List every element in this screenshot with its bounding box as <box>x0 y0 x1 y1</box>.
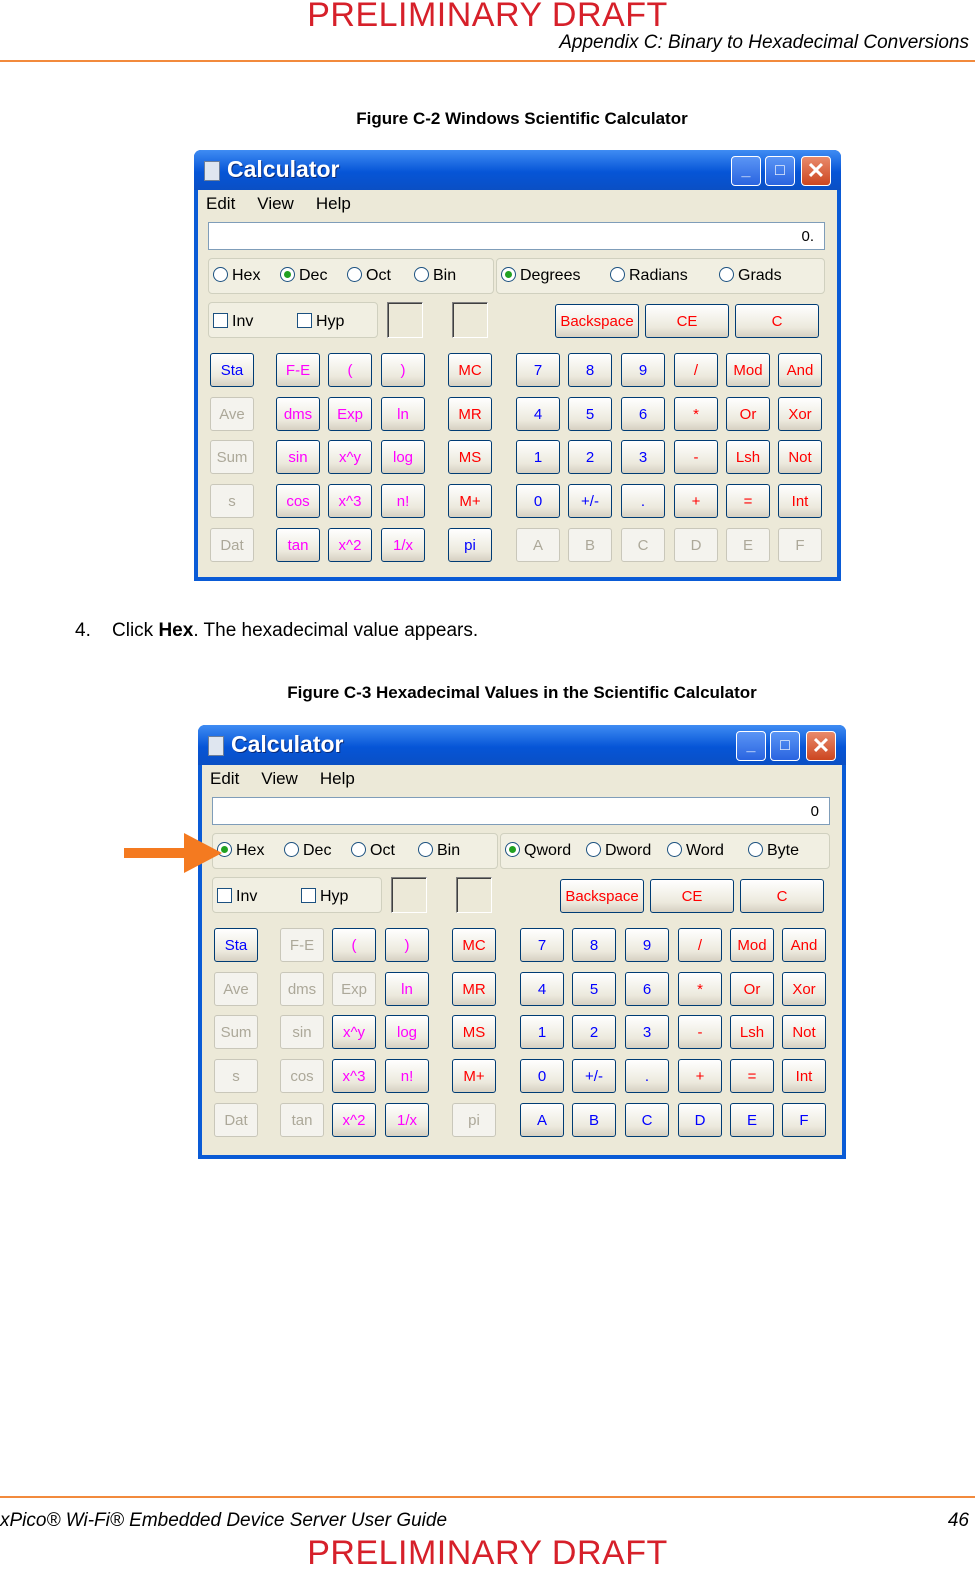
key-fn[interactable]: x^3 <box>328 484 372 518</box>
radio-circle-icon <box>610 267 625 282</box>
key-sta[interactable]: Sta <box>214 928 258 962</box>
key-numeric[interactable]: - <box>678 1015 722 1049</box>
calculator-window-dec <box>194 150 841 581</box>
key-memory[interactable]: MC <box>448 353 492 387</box>
key-numeric[interactable]: Not <box>782 1015 826 1049</box>
key-numeric[interactable]: Lsh <box>726 440 770 474</box>
step-number: 4. <box>75 620 91 641</box>
radio-label: Degrees <box>520 267 581 284</box>
key-sta[interactable]: Sta <box>210 353 254 387</box>
key-numeric[interactable]: Xor <box>778 397 822 431</box>
step-prefix: Click <box>112 620 159 641</box>
radio-label: Oct <box>366 267 391 284</box>
watermark-bottom: PRELIMINARY DRAFT <box>307 1534 668 1572</box>
key-numeric[interactable]: Mod <box>730 928 774 962</box>
figure-c3-caption: Figure C-3 Hexadecimal Values in the Scientific Calculator <box>287 683 757 702</box>
key-numeric[interactable]: E <box>730 1103 774 1137</box>
menu-bar <box>206 194 373 214</box>
watermark-top: PRELIMINARY DRAFT <box>307 0 668 34</box>
key-fn[interactable]: n! <box>381 484 425 518</box>
maximize-button[interactable]: □ <box>765 156 795 186</box>
step-suffix: . The hexadecimal value appears. <box>193 620 479 641</box>
key-numeric[interactable]: A <box>516 528 560 562</box>
key-numeric[interactable]: Int <box>778 484 822 518</box>
key-numeric[interactable]: Lsh <box>730 1015 774 1049</box>
key-numeric[interactable]: 8 <box>572 928 616 962</box>
key-numeric[interactable]: * <box>674 397 718 431</box>
radio-label: Word <box>686 842 724 859</box>
menu-view[interactable]: View <box>261 769 298 788</box>
key-fn[interactable]: x^3 <box>332 1059 376 1093</box>
footer-page-number: 46 <box>947 1510 969 1531</box>
radio-bin[interactable] <box>418 842 460 860</box>
checkbox-inv[interactable] <box>213 313 253 331</box>
calculator-app-icon <box>208 736 224 756</box>
key-fn[interactable]: log <box>381 440 425 474</box>
key-fn[interactable]: n! <box>385 1059 429 1093</box>
paren-indicator <box>456 877 492 913</box>
inv-hyp-group <box>212 877 382 913</box>
radio-circle-icon <box>505 842 520 857</box>
menu-help[interactable]: Help <box>319 769 355 788</box>
key-fn[interactable]: ln <box>385 972 429 1006</box>
key-memory[interactable]: MS <box>452 1015 496 1049</box>
key-backspace[interactable]: Backspace <box>555 304 639 338</box>
key-numeric[interactable]: = <box>730 1059 774 1093</box>
menu-edit[interactable]: Edit <box>210 769 240 788</box>
minimize-button[interactable]: _ <box>736 731 766 761</box>
radio-circle-icon <box>586 842 601 857</box>
key-numeric[interactable]: 2 <box>572 1015 616 1049</box>
key-numeric[interactable]: / <box>678 928 722 962</box>
key-numeric[interactable]: . <box>625 1059 669 1093</box>
key-fn[interactable]: x^2 <box>328 528 372 562</box>
key-numeric[interactable]: And <box>778 353 822 387</box>
menu-help[interactable]: Help <box>315 194 351 213</box>
key-fn[interactable]: tan <box>276 528 320 562</box>
inv-hyp-group <box>208 302 378 338</box>
minimize-button[interactable]: _ <box>731 156 761 186</box>
key-numeric[interactable]: B <box>572 1103 616 1137</box>
key-numeric[interactable]: Mod <box>726 353 770 387</box>
key-numeric[interactable]: 5 <box>572 972 616 1006</box>
key-numeric[interactable]: * <box>678 972 722 1006</box>
key-numeric[interactable]: / <box>674 353 718 387</box>
header-rule <box>0 60 975 62</box>
menu-view[interactable]: View <box>257 194 294 213</box>
key-fn[interactable]: ) <box>381 353 425 387</box>
radio-label: Oct <box>370 842 395 859</box>
key-numeric[interactable]: 7 <box>520 928 564 962</box>
radio-dec[interactable] <box>280 267 327 285</box>
orange-arrow-icon <box>124 829 232 877</box>
key-numeric[interactable]: 0 <box>520 1059 564 1093</box>
radio-label: Dec <box>299 267 328 284</box>
radio-hex[interactable] <box>213 267 260 285</box>
key-numeric[interactable]: B <box>568 528 612 562</box>
checkbox-label: Hyp <box>320 888 349 905</box>
radio-circle-icon <box>418 842 433 857</box>
number-base-group <box>208 258 494 294</box>
key-fn[interactable]: x^y <box>328 440 372 474</box>
step-4 <box>75 620 478 642</box>
checkbox-square-icon <box>301 888 316 903</box>
display-field: 0 <box>212 797 830 825</box>
key-fn[interactable]: ( <box>332 928 376 962</box>
key-numeric[interactable]: And <box>782 928 826 962</box>
radio-circle-icon <box>351 842 366 857</box>
step-bold: Hex <box>158 620 194 641</box>
checkbox-hyp[interactable] <box>297 313 344 331</box>
key-fn[interactable]: x^2 <box>332 1103 376 1137</box>
key-numeric[interactable]: 9 <box>621 353 665 387</box>
window-title: Calculator <box>227 156 340 182</box>
radio-circle-icon <box>667 842 682 857</box>
memory-indicator <box>391 877 427 913</box>
key-fn[interactable]: dms <box>276 397 320 431</box>
key-fn[interactable]: Exp <box>332 972 376 1006</box>
key-numeric[interactable]: 2 <box>568 440 612 474</box>
key-fn[interactable]: 1/x <box>385 1103 429 1137</box>
radio-label: Dword <box>605 842 652 859</box>
key-numeric[interactable]: F <box>782 1103 826 1137</box>
radio-degrees[interactable] <box>501 267 580 285</box>
key-fn[interactable]: F-E <box>280 928 324 962</box>
key-fn[interactable]: log <box>385 1015 429 1049</box>
key-numeric[interactable]: 5 <box>568 397 612 431</box>
number-base-group <box>212 833 498 869</box>
key-fn[interactable]: F-E <box>276 353 320 387</box>
calculator-window-hex <box>198 725 846 1159</box>
key-numeric[interactable]: D <box>674 528 718 562</box>
key-memory[interactable]: pi <box>448 528 492 562</box>
key-numeric[interactable]: 4 <box>520 972 564 1006</box>
key-fn[interactable]: cos <box>276 484 320 518</box>
key-fn[interactable]: sin <box>280 1015 324 1049</box>
footer-guide-title: xPico® Wi-Fi® Embedded Device Server User Guide <box>0 1510 448 1531</box>
footer-rule <box>0 1496 975 1498</box>
checkbox-label: Hyp <box>316 313 345 330</box>
key-numeric[interactable]: F <box>778 528 822 562</box>
key-numeric[interactable]: +/- <box>572 1059 616 1093</box>
key-memory[interactable]: MS <box>448 440 492 474</box>
calculator-body <box>202 765 842 1155</box>
key-memory[interactable]: M+ <box>452 1059 496 1093</box>
key-fn[interactable]: ) <box>385 928 429 962</box>
key-fn[interactable]: Exp <box>328 397 372 431</box>
key-numeric[interactable]: 8 <box>568 353 612 387</box>
angle-word-group <box>500 833 830 869</box>
key-numeric[interactable]: Or <box>726 397 770 431</box>
radio-circle-icon <box>213 267 228 282</box>
key-fn[interactable]: ( <box>328 353 372 387</box>
radio-label: Qword <box>524 842 572 859</box>
key-fn[interactable]: tan <box>280 1103 324 1137</box>
key-memory[interactable]: pi <box>452 1103 496 1137</box>
key-numeric[interactable]: Or <box>730 972 774 1006</box>
checkbox-label: Inv <box>232 313 254 330</box>
maximize-button[interactable]: □ <box>770 731 800 761</box>
key-c[interactable]: C <box>740 879 824 913</box>
radio-label: Bin <box>433 267 457 284</box>
key-numeric[interactable]: + <box>678 1059 722 1093</box>
radio-bin[interactable] <box>414 267 456 285</box>
key-fn[interactable]: x^y <box>332 1015 376 1049</box>
radio-oct[interactable] <box>347 267 391 285</box>
key-numeric[interactable]: 0 <box>516 484 560 518</box>
radio-circle-icon <box>719 267 734 282</box>
checkbox-label: Inv <box>236 888 258 905</box>
angle-word-group <box>496 258 825 294</box>
radio-label: Bin <box>437 842 461 859</box>
radio-label: Hex <box>236 842 265 859</box>
key-numeric[interactable]: 3 <box>621 440 665 474</box>
radio-circle-icon <box>347 267 362 282</box>
key-ave[interactable]: Ave <box>214 972 258 1006</box>
menu-bar <box>210 769 377 789</box>
radio-label: Byte <box>767 842 800 859</box>
memory-indicator <box>387 302 423 338</box>
radio-circle-icon <box>501 267 516 282</box>
key-numeric[interactable]: 7 <box>516 353 560 387</box>
calculator-body <box>198 190 837 577</box>
title-bar <box>198 725 846 765</box>
key-numeric[interactable]: C <box>621 528 665 562</box>
key-c[interactable]: C <box>735 304 819 338</box>
radio-grads[interactable] <box>719 267 782 285</box>
radio-radians[interactable] <box>610 267 688 285</box>
radio-circle-icon <box>280 267 295 282</box>
key-numeric[interactable]: . <box>621 484 665 518</box>
radio-label: Dec <box>303 842 332 859</box>
key-numeric[interactable]: 3 <box>625 1015 669 1049</box>
key-numeric[interactable]: +/- <box>568 484 612 518</box>
menu-edit[interactable]: Edit <box>206 194 236 213</box>
key-numeric[interactable]: E <box>726 528 770 562</box>
checkbox-hyp[interactable] <box>301 888 348 906</box>
key-numeric[interactable]: + <box>674 484 718 518</box>
key-memory[interactable]: MR <box>448 397 492 431</box>
key-numeric[interactable]: 6 <box>621 397 665 431</box>
close-button[interactable]: ✕ <box>801 156 831 186</box>
key-ave[interactable]: Ave <box>210 397 254 431</box>
key-numeric[interactable]: C <box>625 1103 669 1137</box>
key-ce[interactable]: CE <box>650 879 734 913</box>
radio-oct[interactable] <box>351 842 395 860</box>
key-dat[interactable]: Dat <box>210 528 254 562</box>
key-memory[interactable]: MR <box>452 972 496 1006</box>
radio-label: Hex <box>232 267 261 284</box>
key-numeric[interactable]: Not <box>778 440 822 474</box>
title-bar <box>194 150 841 190</box>
key-sum[interactable]: Sum <box>214 1015 258 1049</box>
page-header: Appendix C: Binary to Hexadecimal Conversions <box>559 32 969 53</box>
key-backspace[interactable]: Backspace <box>560 879 644 913</box>
radio-circle-icon <box>748 842 763 857</box>
checkbox-inv[interactable] <box>217 888 257 906</box>
radio-label: Grads <box>738 267 782 284</box>
radio-word[interactable] <box>667 842 724 860</box>
key-numeric[interactable]: 1 <box>516 440 560 474</box>
key-fn[interactable]: 1/x <box>381 528 425 562</box>
paren-indicator <box>452 302 488 338</box>
key-numeric[interactable]: 6 <box>625 972 669 1006</box>
key-s[interactable]: s <box>210 484 254 518</box>
key-dat[interactable]: Dat <box>214 1103 258 1137</box>
key-memory[interactable]: M+ <box>448 484 492 518</box>
window-title: Calculator <box>231 731 344 757</box>
radio-qword[interactable] <box>505 842 571 860</box>
key-numeric[interactable]: A <box>520 1103 564 1137</box>
close-button[interactable]: ✕ <box>806 731 836 761</box>
calculator-app-icon <box>204 161 220 181</box>
key-numeric[interactable]: D <box>678 1103 722 1137</box>
radio-circle-icon <box>284 842 299 857</box>
key-fn[interactable]: ln <box>381 397 425 431</box>
radio-dec[interactable] <box>284 842 331 860</box>
key-numeric[interactable]: 4 <box>516 397 560 431</box>
key-numeric[interactable]: - <box>674 440 718 474</box>
key-numeric[interactable]: Xor <box>782 972 826 1006</box>
key-fn[interactable]: sin <box>276 440 320 474</box>
radio-byte[interactable] <box>748 842 799 860</box>
checkbox-square-icon <box>217 888 232 903</box>
key-numeric[interactable]: 9 <box>625 928 669 962</box>
key-numeric[interactable]: 1 <box>520 1015 564 1049</box>
key-s[interactable]: s <box>214 1059 258 1093</box>
radio-label: Radians <box>629 267 688 284</box>
checkbox-square-icon <box>297 313 312 328</box>
key-fn[interactable]: dms <box>280 972 324 1006</box>
radio-dword[interactable] <box>586 842 651 860</box>
key-numeric[interactable]: Int <box>782 1059 826 1093</box>
key-sum[interactable]: Sum <box>210 440 254 474</box>
key-fn[interactable]: cos <box>280 1059 324 1093</box>
display-field: 0. <box>208 222 825 250</box>
key-memory[interactable]: MC <box>452 928 496 962</box>
checkbox-square-icon <box>213 313 228 328</box>
key-ce[interactable]: CE <box>645 304 729 338</box>
figure-c2-caption: Figure C-2 Windows Scientific Calculator <box>356 109 688 128</box>
radio-circle-icon <box>414 267 429 282</box>
key-numeric[interactable]: = <box>726 484 770 518</box>
